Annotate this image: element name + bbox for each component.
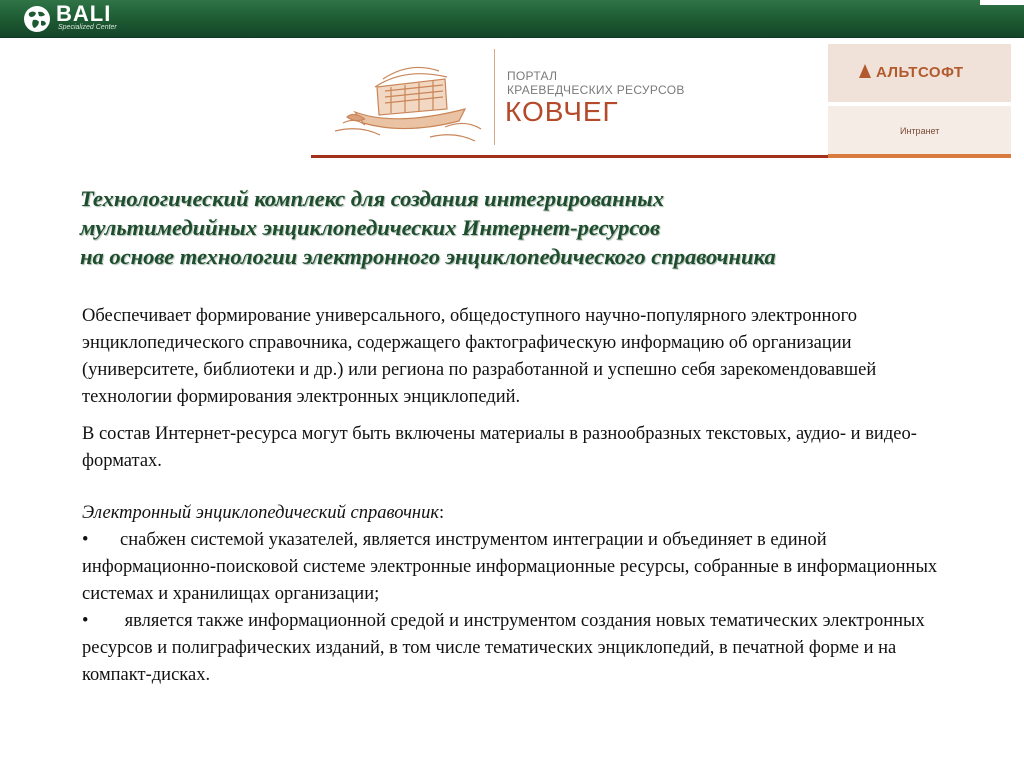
slide-title	[80, 184, 980, 271]
bullet-item-2	[82, 608, 942, 689]
portal-name: КОВЧЕГ	[505, 96, 619, 127]
banner-divider	[494, 49, 495, 145]
portal-caption	[507, 69, 685, 97]
banner-underline	[311, 155, 828, 158]
bullet-text-2: является также информационной средой и инструментом создания новых тематических электронных ресурсов и полиграфических изданий, в том числе тематических энциклопедий, в печатной форме и на компакт-дисках.	[82, 611, 925, 685]
paragraph-1: Обеспечивает формирование универсального, общедоступного научно-популярного электронного энциклопедического справочника, содержащего фактографическую информацию об организации (университете, библиотеки и др.) или региона по разработанной и успешно себя зарекомендовавшей технологии формирования электронных энциклопедий.	[82, 306, 877, 407]
slide-body	[82, 303, 942, 689]
intranet-label: Интранет	[900, 126, 940, 136]
intranet-underline	[828, 154, 1011, 158]
brand-subtitle: Specialized Center	[58, 24, 117, 31]
top-header-bar	[0, 0, 1024, 38]
portal-banner	[311, 43, 1011, 158]
intranet-panel	[828, 106, 1011, 155]
bullet-text-1: снабжен системой указателей, является инструментом интеграции и объединяет в единой информационно-поисковой системе электронные информационные ресурсы, собранные в информационных системах и хранилищах организации;	[82, 530, 938, 604]
bullet-dot: •	[82, 530, 89, 550]
bullet-dot: •	[82, 611, 89, 631]
altsoft-mark-icon	[857, 62, 873, 80]
altsoft-panel	[828, 44, 1011, 102]
paragraph-2: В состав Интернет-ресурса могут быть включены материалы в разнообразных текстовых, аудио- и видео- форматах.	[82, 424, 917, 471]
title-line-1: Технологический комплекс для создания интегрированных	[80, 186, 664, 211]
subheading-text: Электронный энциклопедический справочник	[82, 503, 439, 523]
header-corner	[980, 0, 1024, 5]
bullet-item-1	[82, 527, 942, 608]
subheading	[82, 500, 942, 527]
portal-line-2: КРАЕВЕДЧЕСКИХ РЕСУРСОВ	[507, 83, 685, 97]
subheading-colon: :	[438, 503, 445, 523]
portal-line-1: ПОРТАЛ	[507, 69, 558, 83]
brand-name: BALI	[56, 1, 112, 26]
ark-illustration	[335, 57, 485, 147]
globe-icon	[22, 4, 52, 34]
title-line-2: мультимедийных энциклопедических Интернет-ресурсов	[80, 215, 661, 240]
title-line-3: на основе технологии электронного энциклопедического справочника	[80, 244, 776, 269]
altsoft-logo: АЛЬТСОФТ	[876, 64, 964, 81]
